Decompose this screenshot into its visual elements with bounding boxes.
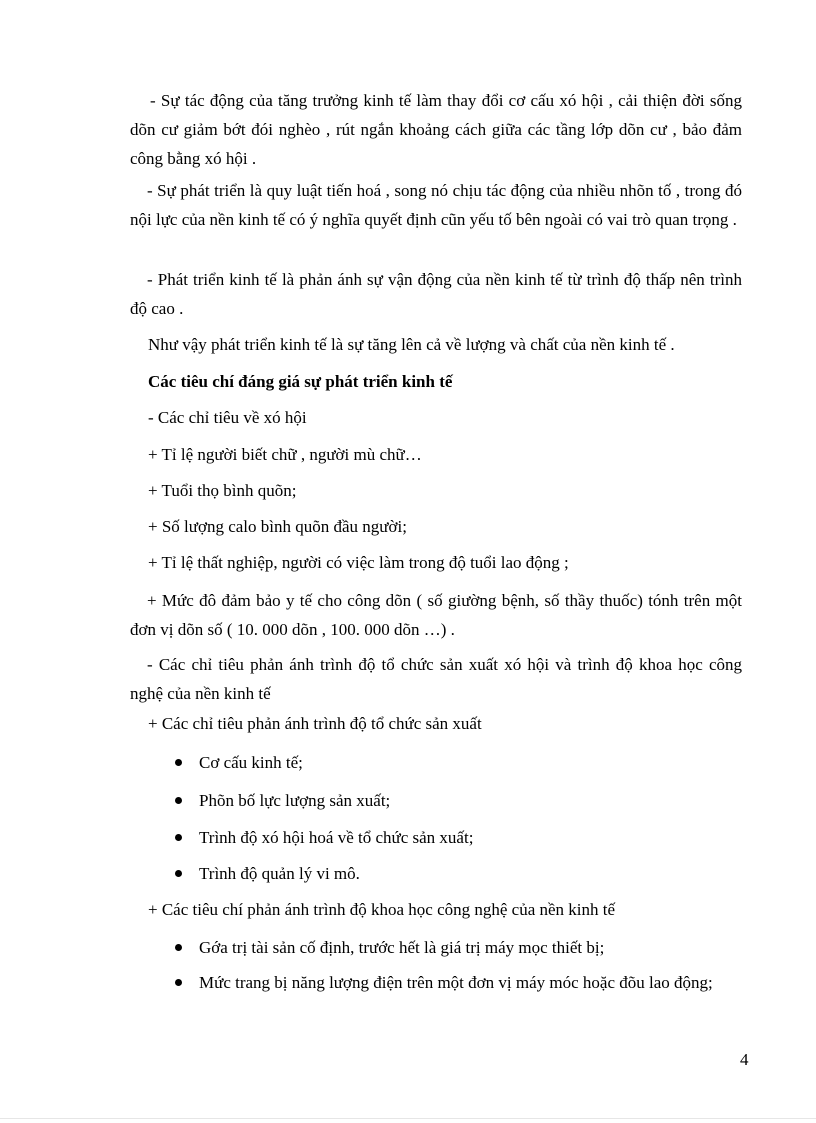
list-item-text: Cơ cấu kinh tế; [199,753,303,772]
page-divider [0,1118,816,1119]
paragraph-conclusion: Như vậy phát triển kinh tế là sự tăng lên cả về lượng và chất của nền kinh tế . [148,335,675,354]
list-item-text: Gớa trị tài sản cố định, trước hết là giá trị máy mọc thiết bị; [199,938,605,957]
paragraph-development-law: - Sự phát triển là quy luật tiến hoá , song nó chịu tác động của nhiều nhõn tố , trong đó nội lực của nền kinh tế có ý nghĩa quyết định cũn yếu tố bên ngoài có vai trò quan trọng . [130,181,742,229]
bullet-icon [175,979,182,986]
social-indicator-unemployment: + Tỉ lệ thất nghiệp, người có việc làm trong độ tuổi lao động ; [148,553,569,572]
paragraph-development-movement: - Phát triển kinh tế là phản ánh sự vận động của nền kinh tế từ trình độ thấp nên trình độ cao . [130,270,742,318]
social-indicator-literacy: + Tỉ lệ người biết chữ , người mù chữ… [148,445,422,464]
technology-subtitle: + Các tiêu chí phản ánh trình độ khoa học công nghệ của nền kinh tế [148,900,616,919]
organization-subtitle: + Các chỉ tiêu phản ánh trình độ tổ chức sản xuất [148,714,482,733]
bullet-icon [175,834,182,841]
organization-indicators-title: - Các chỉ tiêu phản ánh trình độ tổ chức sản xuất xó hội và trình độ khoa học công nghệ của nền kinh tế [130,655,742,703]
bullet-icon [175,797,182,804]
social-indicator-life-expectancy: + Tuổi thọ bình quõn; [148,481,297,500]
bullet-icon [175,759,182,766]
bullet-icon [175,870,182,877]
bullet-icon [175,944,182,951]
section-heading: Các tiêu chí đáng giá sự phát triển kinh tế [148,372,453,391]
list-item-text: Mức trang bị năng lượng điện trên một đơn vị máy móc hoặc đõu lao động; [199,973,713,992]
list-item-text: Trình độ xó hội hoá về tổ chức sản xuất; [199,828,474,847]
page-number: 4 [740,1050,749,1069]
social-indicator-calories: + Số lượng calo bình quõn đầu người; [148,517,407,536]
list-item-text: Trình độ quản lý vi mô. [199,864,360,883]
social-indicator-healthcare: + Mức đô đảm bảo y tế cho công dõn ( số giường bệnh, số thầy thuốc) tónh trên một đơn vị dõn số ( 10. 000 dõn , 100. 000 dõn …) . [130,591,742,639]
list-item-text: Phõn bố lực lượng sản xuất; [199,791,391,810]
paragraph-social-impact: - Sự tác động của tăng trưởng kinh tế làm thay đổi cơ cấu xó hội , cải thiện đời sống dõn cư giảm bớt đói nghèo , rút ngắn khoảng cách giữa các tầng lớp dõn cư , bảo đảm công bằng xó hội . [130,91,742,168]
social-indicators-title: - Các chỉ tiêu về xó hội [148,408,307,427]
